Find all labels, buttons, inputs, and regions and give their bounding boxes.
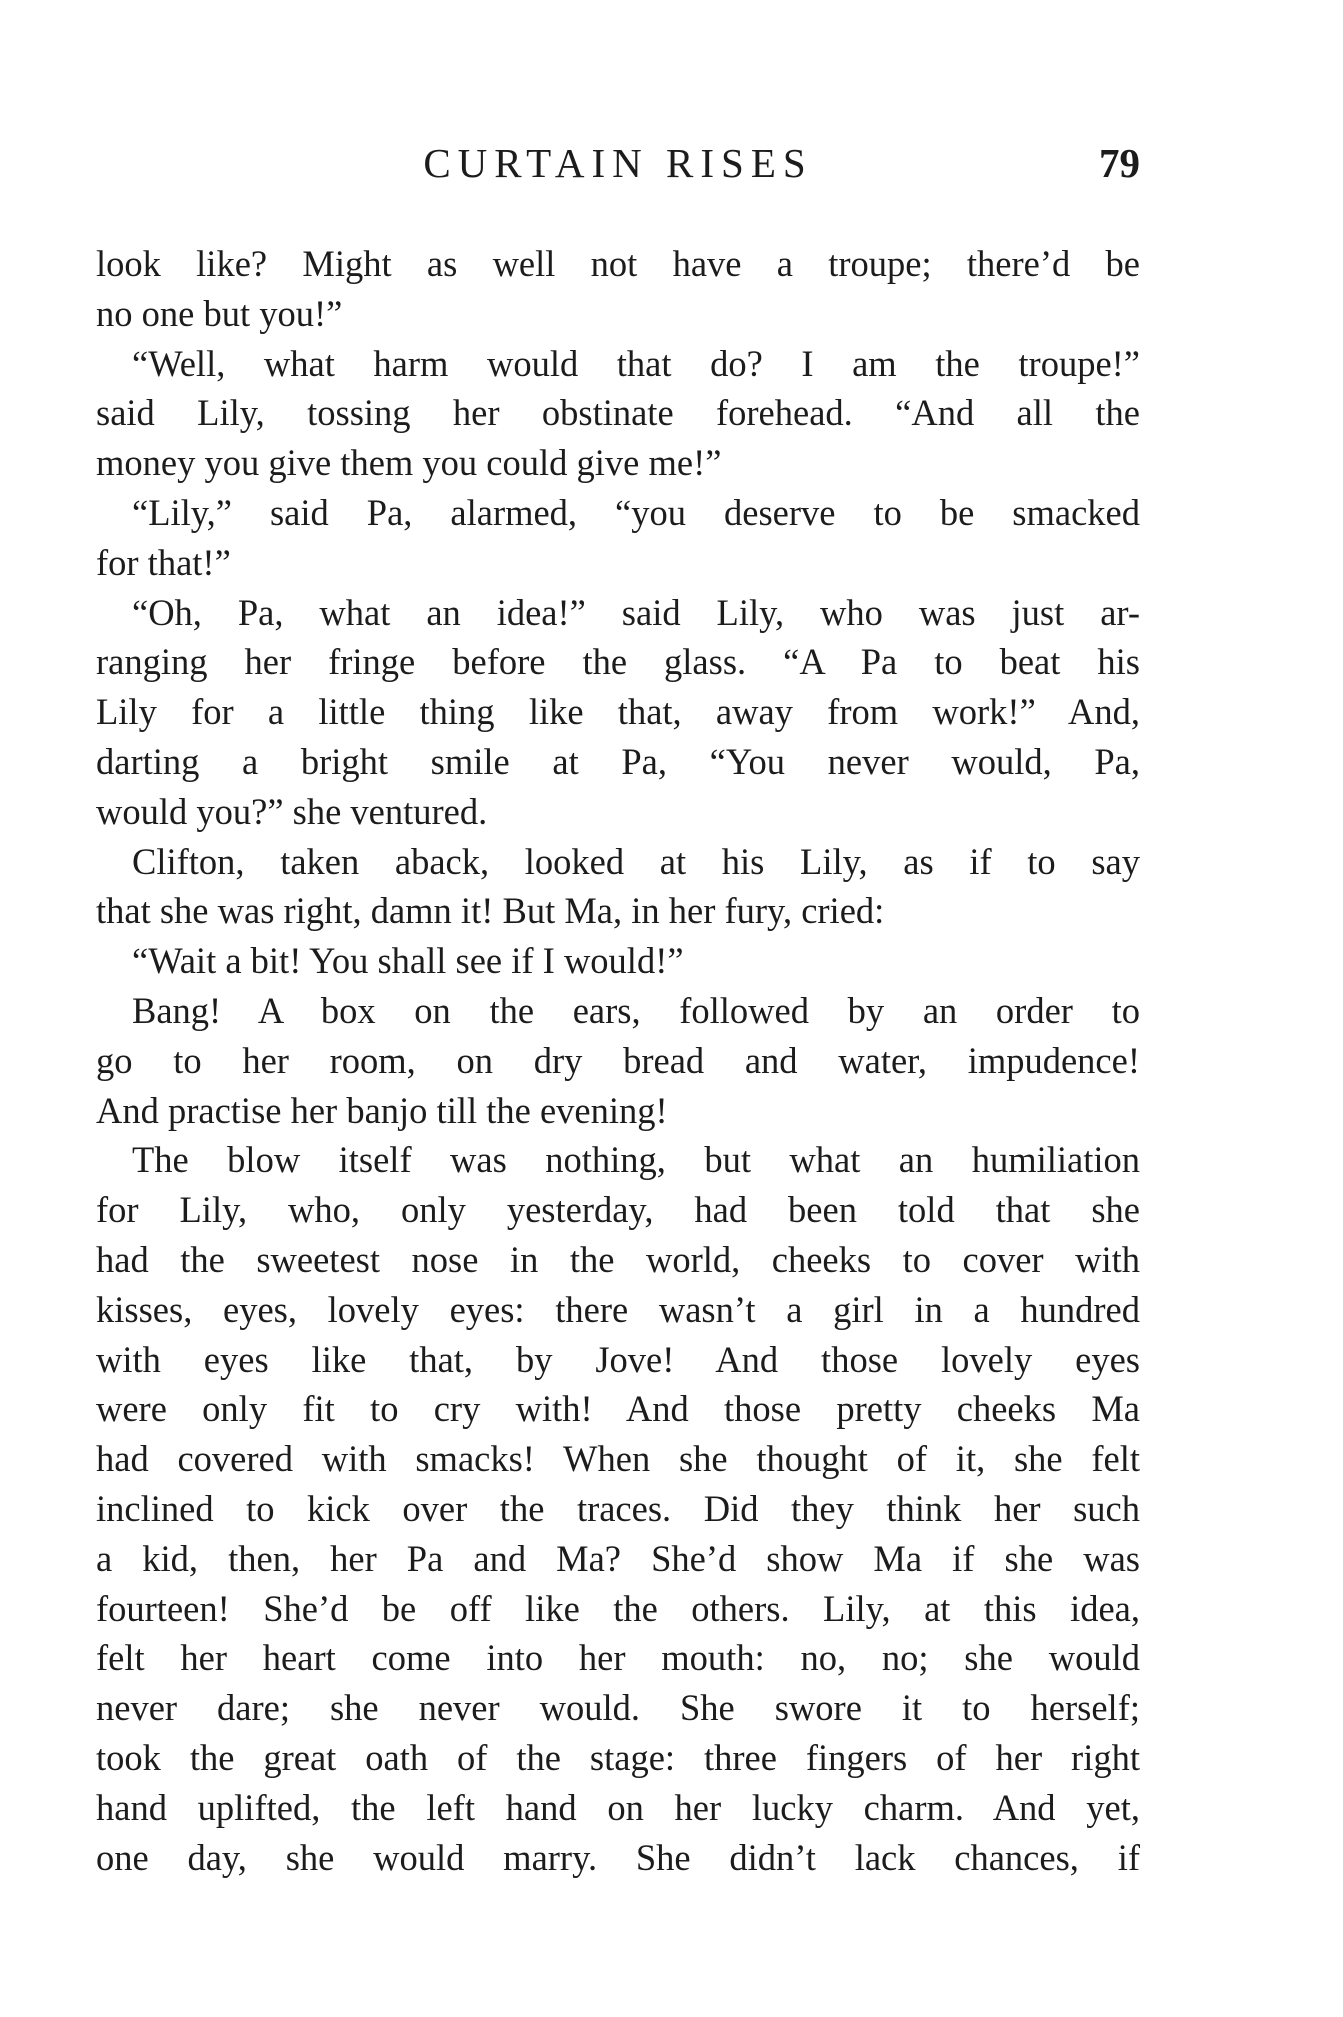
- text-line: would you?” she ventured.: [96, 790, 488, 832]
- body-text: [96, 239, 1140, 1882]
- text-line: never dare; she never would. She swore it to herself;: [96, 1687, 1140, 1729]
- text-line: that she was right, damn it! But Ma, in her fury, cried:: [96, 890, 885, 932]
- text-line: Clifton, taken aback, looked at his Lily, as if to say: [132, 840, 1140, 882]
- text-line: “Oh, Pa, what an idea!” said Lily, who was just ar-: [132, 591, 1140, 633]
- running-header: [96, 138, 1140, 188]
- text-line: money you give them you could give me!”: [96, 442, 722, 484]
- text-line: darting a bright smile at Pa, “You never would, Pa,: [96, 740, 1140, 782]
- text-line: Bang! A box on the ears, followed by an order to: [132, 989, 1140, 1031]
- text-line: for Lily, who, only yesterday, had been told that she: [96, 1189, 1140, 1231]
- text-line: ranging her fringe before the glass. “A Pa to beat his: [96, 641, 1140, 683]
- text-line: for that!”: [96, 541, 231, 583]
- chapter-title: CURTAIN RISES: [423, 140, 813, 186]
- text-line: no one but you!”: [96, 292, 343, 334]
- text-line: with eyes like that, by Jove! And those lovely eyes: [96, 1338, 1140, 1380]
- text-line: hand uplifted, the left hand on her lucky charm. And yet,: [96, 1786, 1140, 1828]
- text-line: “Well, what harm would that do? I am the troupe!”: [132, 342, 1140, 384]
- text-line: The blow itself was nothing, but what an humiliation: [132, 1139, 1140, 1181]
- text-line: go to her room, on dry bread and water, impudence!: [96, 1039, 1140, 1081]
- text-line: had the sweetest nose in the world, cheeks to cover with: [96, 1238, 1140, 1280]
- text-line: kisses, eyes, lovely eyes: there wasn’t a girl in a hundred: [96, 1288, 1140, 1330]
- text-line: “Wait a bit! You shall see if I would!”: [132, 940, 684, 982]
- page-number: 79: [1099, 140, 1140, 186]
- text-line: “Lily,” said Pa, alarmed, “you deserve to be smacked: [132, 491, 1140, 533]
- text-line: felt her heart come into her mouth: no, no; she would: [96, 1637, 1140, 1679]
- text-line: inclined to kick over the traces. Did they think her such: [96, 1487, 1140, 1529]
- text-line: had covered with smacks! When she thought of it, she felt: [96, 1438, 1140, 1480]
- text-line: took the great oath of the stage: three fingers of her right: [96, 1736, 1140, 1778]
- text-line: said Lily, tossing her obstinate forehead. “And all the: [96, 392, 1140, 434]
- text-line: And practise her banjo till the evening!: [96, 1089, 668, 1131]
- text-line: a kid, then, her Pa and Ma? She’d show Ma if she was: [96, 1537, 1140, 1579]
- text-line: fourteen! She’d be off like the others. Lily, at this idea,: [96, 1587, 1140, 1629]
- text-line: Lily for a little thing like that, away from work!” And,: [96, 691, 1140, 733]
- text-line: look like? Might as well not have a troupe; there’d be: [96, 243, 1140, 284]
- text-line: were only fit to cry with! And those pretty cheeks Ma: [96, 1388, 1140, 1430]
- text-line: one day, she would marry. She didn’t lack chances, if: [96, 1836, 1140, 1878]
